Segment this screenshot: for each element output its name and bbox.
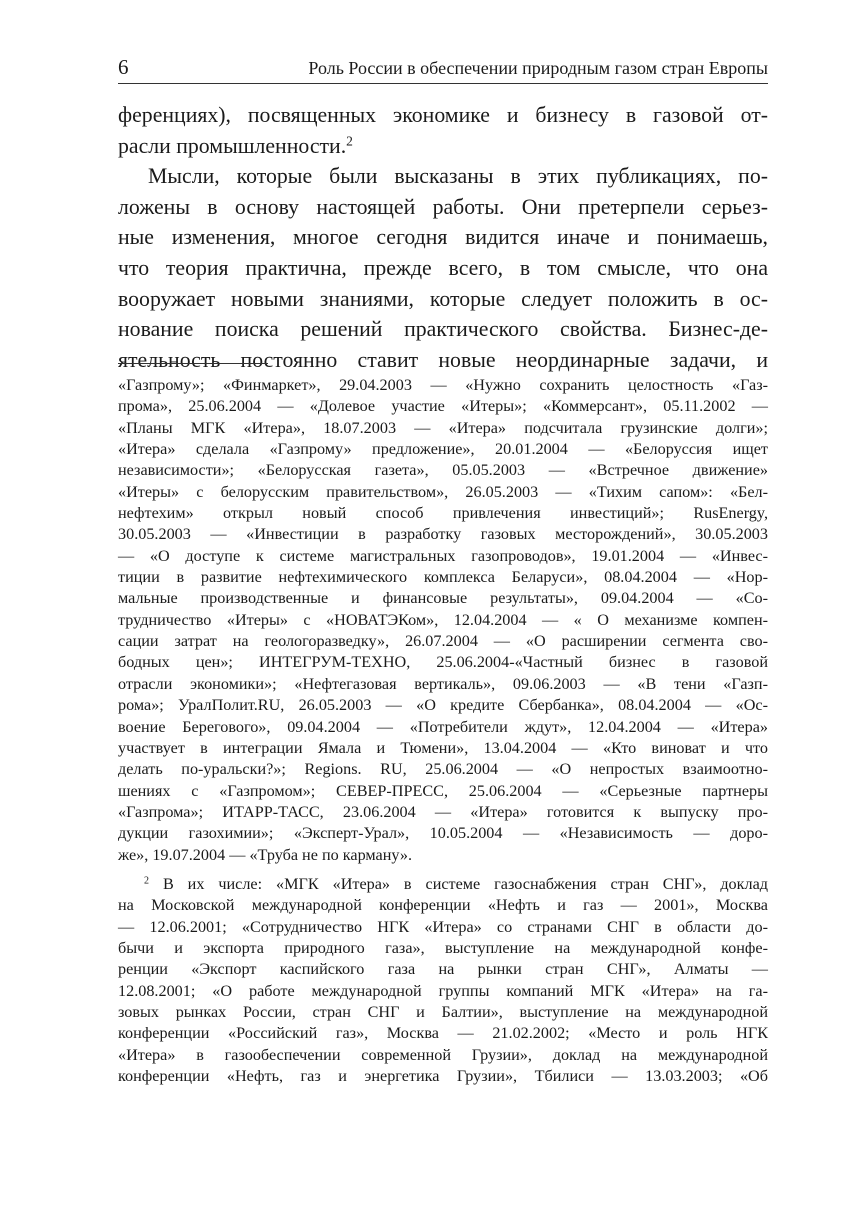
running-title: Роль России в обеспечении природным газом стран Европы: [308, 58, 768, 78]
body-line-text: расли промышленности.: [118, 133, 347, 158]
footnote-line: конференции «Нефть, газ и энергетика Грузии», Тбилиси — 13.03.2003; «Об: [118, 1067, 768, 1085]
footnote-reference: 2: [346, 133, 353, 149]
footnote-line: трудничество «Итеры» с «НОВАТЭКом», 12.04.2004 — « О механизме компен-: [118, 610, 768, 629]
footnotes: [118, 375, 768, 1087]
footnote-line: бычи и экспорта природного газа», выступление на международной конфе-: [118, 938, 768, 957]
footnote-line: нефтехим» открыл новый способ привлечения инвестиций»; RusEnergy,: [118, 504, 768, 523]
footnote-gap: [118, 866, 768, 874]
body-line: нование поиска решений практического свойства. Бизнес-де-: [118, 317, 768, 342]
footnote-line: мальные производственные и финансовые результаты», 09.04.2004 — «Со-: [118, 589, 768, 608]
footnote-line: «Газпрому»; «Финмаркет», 29.04.2003 — «Нужно сохранить целостность «Газ-: [118, 376, 768, 394]
footnote-line: «Итеры» с белорусским правительством», 26.05.2003 — «Тихим сапом»: «Бел-: [118, 482, 768, 501]
footnote-line: сации затрат на геологоразведку», 26.07.2004 — «О расширении сегмента сво-: [118, 632, 768, 651]
footnote-line: ренции «Экспорт каспийского газа на рынки стран СНГ», Алматы —: [118, 960, 768, 979]
body-line: [118, 131, 768, 162]
body-line: что теория практична, прежде всего, в том смысле, что она: [118, 255, 768, 280]
footnote-line: «Газпрома»; ИТАРР-ТАСС, 23.06.2004 — «Итера» готовится к выпуску про-: [118, 802, 768, 821]
footnote-line: — «О доступе к системе магистральных газопроводов», 19.01.2004 — «Инвес-: [118, 546, 768, 565]
footnote-line: конференции «Российский газ», Москва — 21.02.2002; «Место и роль НГК: [118, 1024, 768, 1043]
body-line: ятельность постоянно ставит новые неординарные задачи, и: [118, 347, 768, 372]
footnote-line: делать по-уральски?»; Regions. RU, 25.06.2004 — «О непростых взаимоотно-: [118, 760, 768, 779]
footnote-line: дукции газохимии»; «Эксперт-Урал», 10.05.2004 — «Независимость — доро-: [118, 824, 768, 843]
header-rule: [118, 83, 768, 84]
page-number: 6: [118, 55, 129, 79]
footnote-line: независимости»; «Белорусская газета», 05.05.2003 — «Встречное движение»: [118, 461, 768, 480]
footnote-line: шениях с «Газпромом»; СЕВЕР-ПРЕСС, 25.06.2004 — «Серьезные партнеры: [118, 781, 768, 800]
footnote-line: «Планы МГК «Итера», 18.07.2003 — «Итера» подсчитала грузинские долги»;: [118, 418, 768, 437]
body-line: вооружает новыми знаниями, которые следует положить в ос-: [118, 286, 768, 311]
body-line: ложены в основу настоящей работы. Они претерпели серьез-: [118, 194, 768, 219]
page-header: [118, 52, 768, 84]
footnote-line: 12.08.2001; «О работе международной группы компаний МГК «Итера» на га-: [118, 981, 768, 1000]
footnote-line: прома», 25.06.2004 — «Долевое участие «Итеры»; «Коммерсант», 05.11.2002 —: [118, 397, 768, 416]
footnote-line: зовых рынках России, стран СНГ и Балтии», выступление на международной: [118, 1002, 768, 1021]
body-line: ные изменения, многое сегодня видится иначе и понимаешь,: [118, 225, 768, 250]
footnote-line-text: В их числе: «МГК «Итера» в системе газоснабжения стран СНГ», доклад: [162, 874, 769, 893]
footnote-line: — 12.06.2001; «Сотрудничество НГК «Итера» со странами СНГ в области до-: [118, 917, 768, 936]
footnote-2-first-line: [118, 874, 768, 895]
footnote-line: участвует в интеграции Ямала и Тюмени», 13.04.2004 — «Кто виноват и что: [118, 738, 768, 757]
body-text: [118, 100, 768, 375]
footnote-line: «Итера» в газообеспечении современной Грузии», доклад на международной: [118, 1045, 768, 1064]
footnote-line: бодных цен»; ИНТЕГРУМ-ТЕХНО, 25.06.2004-«Частный бизнес в газовой: [118, 653, 768, 672]
footnote-line: отрасли экономики»; «Нефтегазовая вертикаль», 09.06.2003 — «В тени «Газп-: [118, 674, 768, 693]
footnote-marker: 2: [144, 875, 150, 887]
footnote-line: рома»; УралПолит.RU, 26.05.2003 — «О кредите Сбербанка», 08.04.2004 — «Ос-: [118, 696, 768, 715]
body-line: ференциях), посвященных экономике и бизнесу в газовой от-: [118, 103, 768, 127]
footnote-line: на Московской международной конференции «Нефть и газ — 2001», Москва: [118, 896, 768, 915]
footnote-line: тиции в развитие нефтехимического комплекса Беларуси», 08.04.2004 — «Нор-: [118, 568, 768, 587]
footnote-line: «Итера» сделала «Газпрому» предложение», 20.01.2004 — «Белоруссия ищет: [118, 440, 768, 459]
footnote-line: же», 19.07.2004 — «Труба не по карману».: [118, 845, 413, 864]
footnote-line: 30.05.2003 — «Инвестиции в разработку газовых месторождений», 30.05.2003: [118, 525, 768, 544]
footnote-separator: [118, 363, 268, 364]
body-line: Мысли, которые были высказаны в этих публикациях, по-: [148, 164, 768, 189]
footnote-line: воение Берегового», 09.04.2004 — «Потребители ждут», 12.04.2004 — «Итера»: [118, 717, 768, 736]
